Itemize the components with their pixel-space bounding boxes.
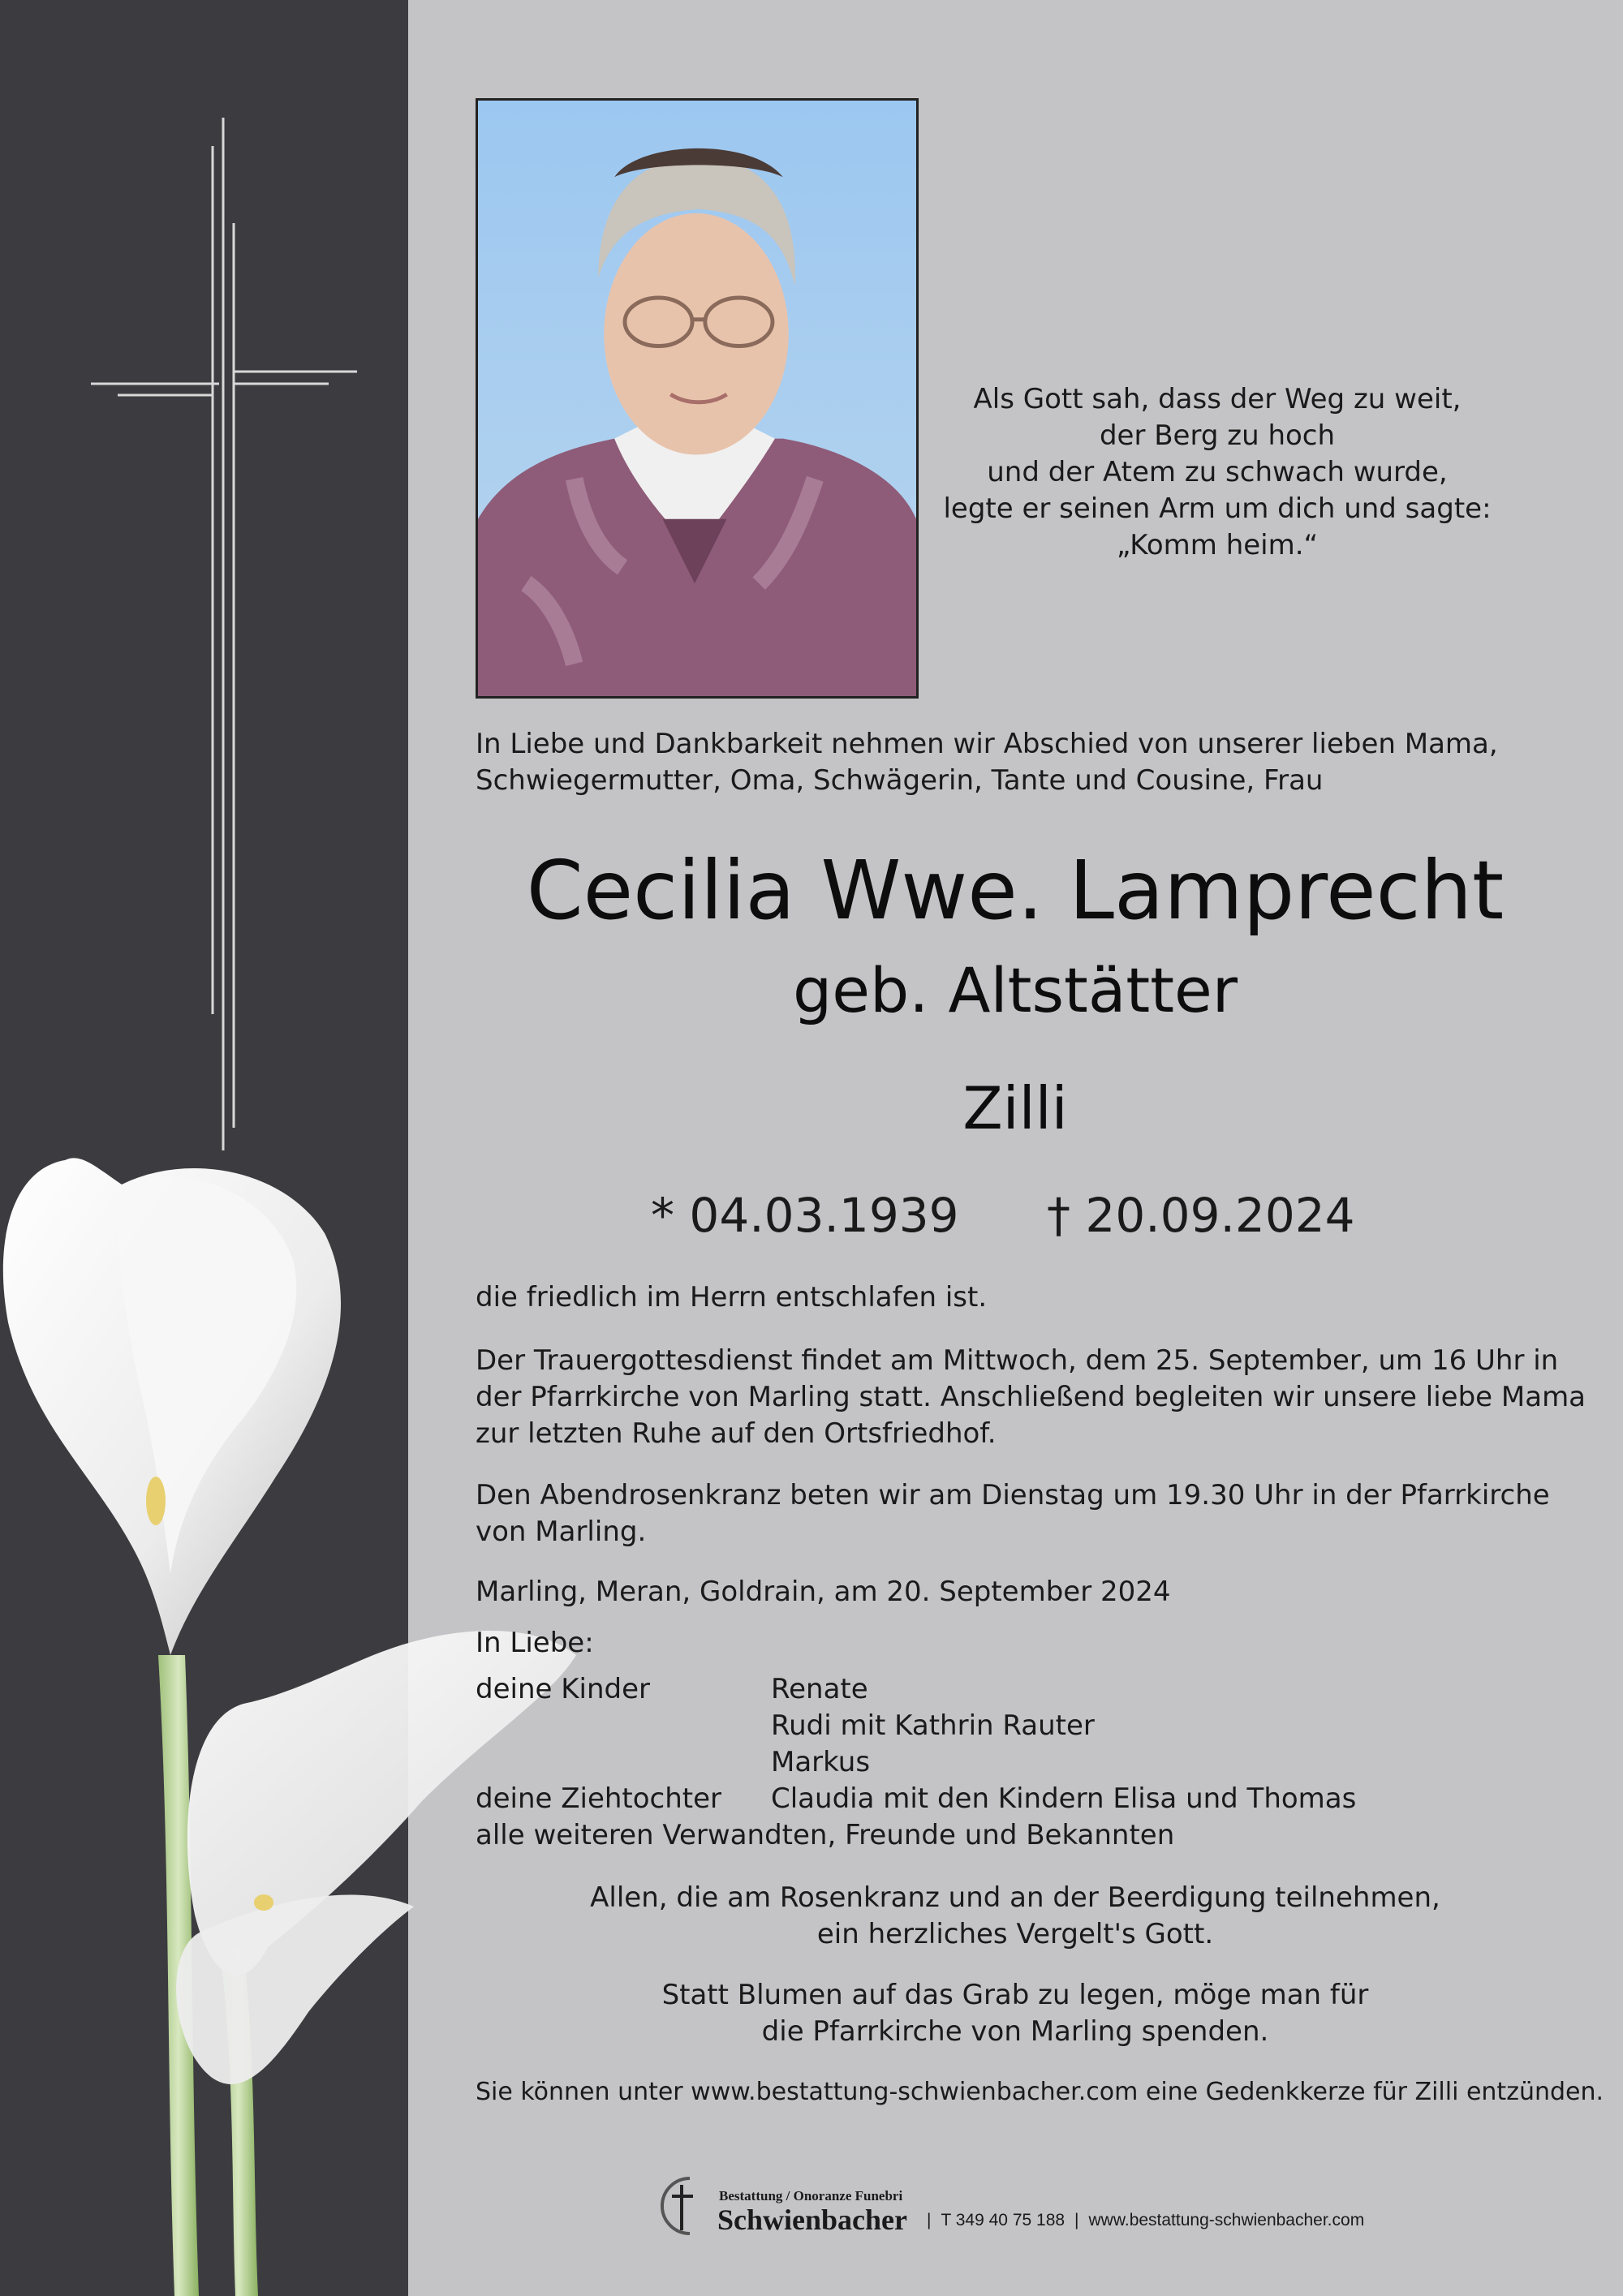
- death-date: † 20.09.2024: [1047, 1188, 1355, 1243]
- mourner-relation: deine Ziehtochter: [476, 1782, 722, 1815]
- poem-line: „Komm heim.“: [1116, 529, 1319, 561]
- cross-logo-icon: [657, 2173, 716, 2238]
- footer-contact: [917, 2211, 1364, 2230]
- poem-line: der Berg zu hoch: [1099, 419, 1336, 452]
- intro-line: In Liebe und Dankbarkeit nehmen wir Abschied von unserer lieben Mama,: [476, 728, 1498, 760]
- company-name: Schwienbacher: [717, 2204, 907, 2236]
- poem-line: Als Gott sah, dass der Weg zu weit,: [973, 383, 1462, 415]
- mourner-row: [476, 1817, 1563, 1854]
- intro-text: [476, 726, 1555, 799]
- website-link[interactable]: www.bestattung-schwienbacher.com: [1088, 2211, 1365, 2229]
- flowers-line: die Pfarrkirche von Marling spenden.: [761, 2015, 1269, 2048]
- separator: |: [1074, 2211, 1079, 2229]
- intro-line: Schwiegermutter, Oma, Schwägerin, Tante und Cousine, Frau: [476, 764, 1324, 797]
- mourner-name: Claudia mit den Kindern Elisa und Thomas: [771, 1782, 1357, 1815]
- paragraph-line: Den Abendrosenkranz beten wir am Dienstag um 19.30 Uhr in der Pfarrkirche: [476, 1479, 1550, 1511]
- mourner-row: [476, 1708, 1563, 1744]
- funeral-text: [476, 1343, 1586, 1452]
- mourner-row: [476, 1781, 1563, 1817]
- poem-line: legte er seinen Arm um dich und sagte:: [943, 492, 1492, 525]
- paragraph-line: die friedlich im Herrn entschlafen ist.: [476, 1281, 988, 1314]
- portrait-photo: [476, 98, 919, 699]
- deceased-name: Cecilia Wwe. Lamprecht: [526, 843, 1505, 938]
- mourner-name: Renate: [771, 1673, 868, 1705]
- paragraph-line: Der Trauergottesdienst findet am Mittwoch, dem 25. September, um 16 Uhr in: [476, 1344, 1559, 1377]
- mourner-name: Markus: [771, 1746, 871, 1778]
- rosary-text: [476, 1477, 1563, 1550]
- cross-icon: [0, 0, 408, 1168]
- separator: |: [927, 2211, 932, 2229]
- mourner-relation: deine Kinder: [476, 1673, 650, 1705]
- birth-date: * 04.03.1939: [651, 1188, 959, 1243]
- paragraph-line: von Marling.: [476, 1516, 647, 1548]
- candle-note-line: Sie können unter www.bestattung-schwienbacher.com eine Gedenkkerze für Zilli entzünden.: [476, 2078, 1604, 2106]
- flowers-line: Statt Blumen auf das Grab zu legen, möge man für: [661, 1979, 1369, 2011]
- nickname: Zilli: [962, 1074, 1068, 1142]
- logo-tagline: Bestattung / Onoranze Funebri: [719, 2188, 903, 2204]
- phone-number: T 349 40 75 188: [941, 2211, 1065, 2229]
- paragraph-line: zur letzten Ruhe auf den Ortsfriedhof.: [476, 1417, 997, 1450]
- mourner-row: [476, 1744, 1563, 1781]
- birth-name: geb. Altstätter: [792, 954, 1238, 1026]
- thanks-line: ein herzliches Vergelt's Gott.: [816, 1918, 1214, 1950]
- mourner-relation: alle weiteren Verwandten, Freunde und Bekannten: [476, 1819, 1175, 1851]
- footer: [657, 2170, 1550, 2243]
- mourners-list: [476, 1671, 1563, 1854]
- in-love-text: [476, 1625, 1563, 1662]
- paragraph-line: der Pfarrkirche von Marling statt. Anschließend begleiten wir unsere liebe Mama: [476, 1381, 1586, 1413]
- paragraph-line: Marling, Meran, Goldrain, am 20. September 2024: [476, 1576, 1171, 1608]
- poem: [941, 381, 1493, 564]
- flowers-text: [476, 1977, 1555, 2050]
- paragraph-line: In Liebe:: [476, 1627, 594, 1659]
- place-date-text: [476, 1574, 1563, 1610]
- mourner-name: Rudi mit Kathrin Rauter: [771, 1709, 1095, 1742]
- poem-line: und der Atem zu schwach wurde,: [987, 456, 1448, 488]
- thanks-line: Allen, die am Rosenkranz und an der Beerdigung teilnehmen,: [590, 1881, 1440, 1914]
- thanks-text: [476, 1880, 1555, 1953]
- passed-text: [476, 1279, 1563, 1316]
- candle-note: [476, 2074, 1604, 2110]
- mourner-row: [476, 1671, 1563, 1708]
